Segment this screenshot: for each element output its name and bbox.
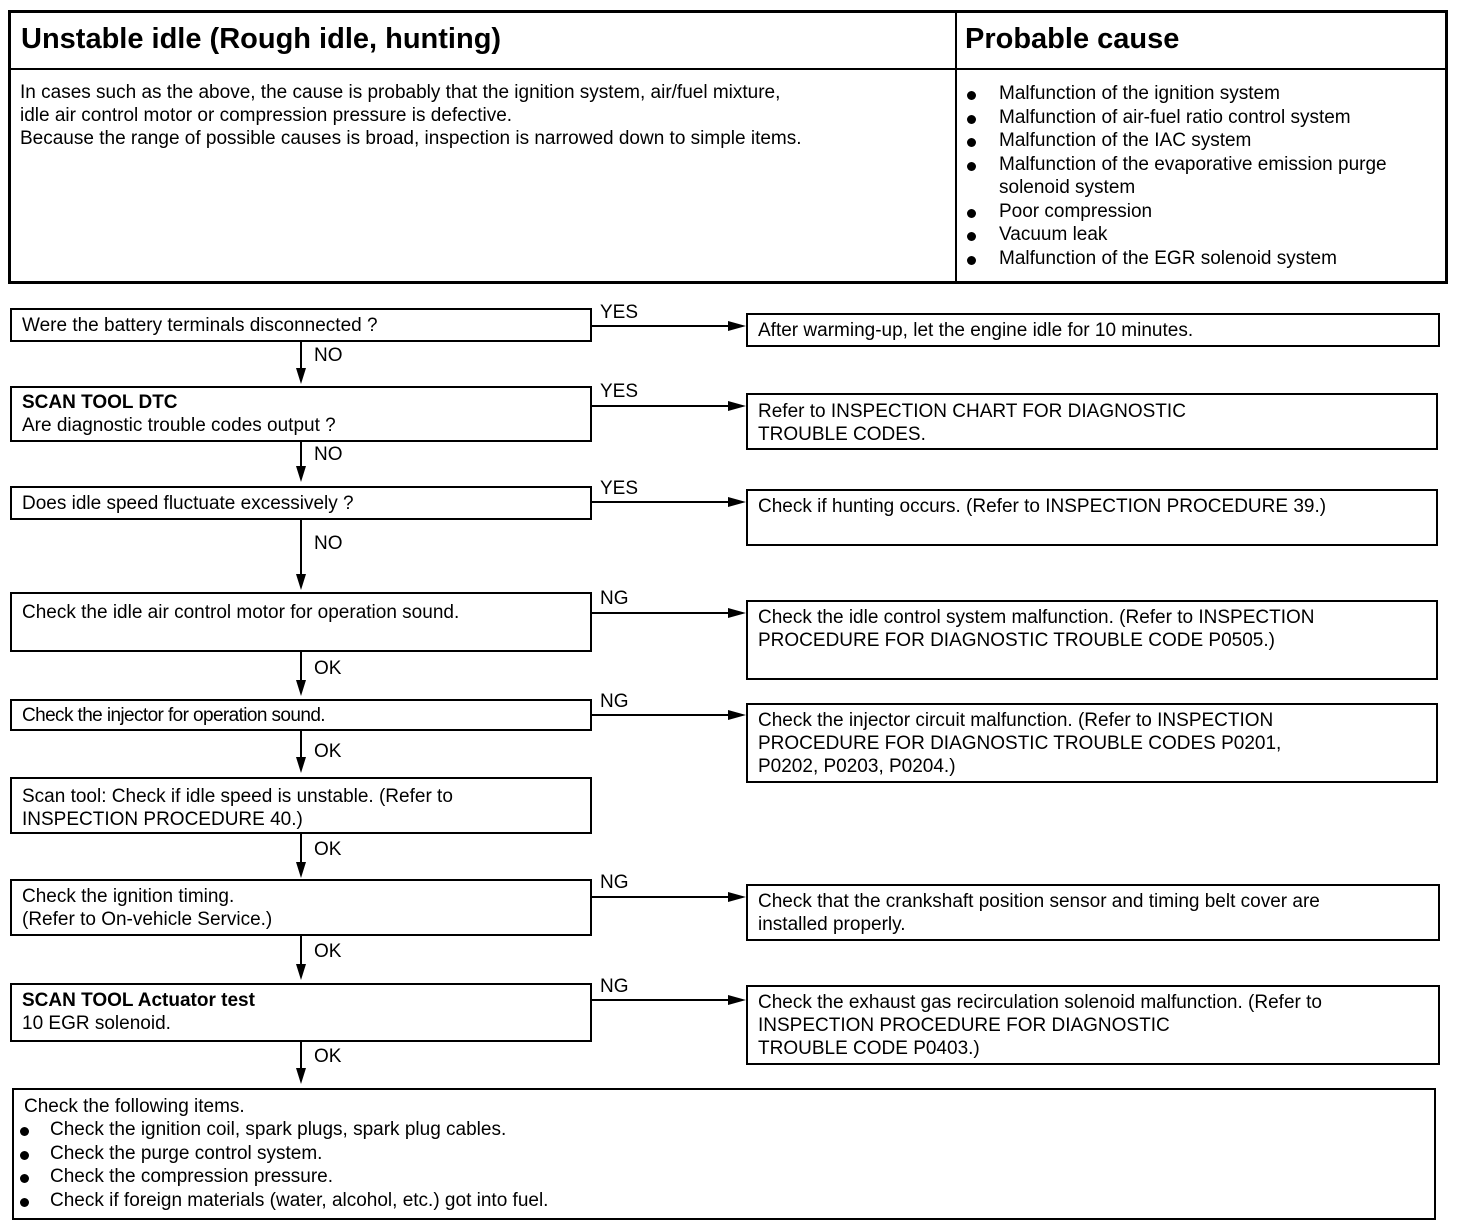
bullet-icon xyxy=(20,1174,29,1183)
arrow-down-icon xyxy=(296,862,306,878)
cause-item: Vacuum leak xyxy=(959,223,1441,247)
cause-item: Malfunction of the IAC system xyxy=(959,129,1441,153)
bullet-icon xyxy=(967,91,976,100)
probable-cause-heading: Probable cause xyxy=(965,23,1180,55)
connector xyxy=(300,731,302,759)
next-label: OK xyxy=(314,839,342,860)
result-crankshaft-sensor: Check that the crankshaft position sensor and timing belt cover are installed properly. xyxy=(746,884,1440,941)
connector xyxy=(300,520,302,576)
connector xyxy=(300,652,302,682)
branch-label: NG xyxy=(600,872,629,893)
arrow-down-icon xyxy=(296,1068,306,1084)
bullet-icon xyxy=(20,1151,29,1160)
result-injector-circuit: Check the injector circuit malfunction. (Refer to INSPECTION PROCEDURE FOR DIAGNOSTIC TROUBLE CODES P0201, P0202, P0203, P0204.) xyxy=(746,703,1438,783)
cause-item-continued: solenoid system xyxy=(999,177,1136,198)
result-hunting: Check if hunting occurs. (Refer to INSPECTION PROCEDURE 39.) xyxy=(746,489,1438,546)
bullet-icon xyxy=(967,138,976,147)
step-scan-tool-dtc: SCAN TOOL DTC Are diagnostic trouble codes output ? xyxy=(10,386,592,442)
cause-item: Malfunction of the evaporative emission purge xyxy=(959,153,1441,177)
connector xyxy=(592,714,730,716)
connector xyxy=(592,501,730,503)
next-label: OK xyxy=(314,941,342,962)
branch-label: YES xyxy=(600,478,639,499)
arrow-down-icon xyxy=(296,964,306,980)
cause-item: Malfunction of the ignition system xyxy=(959,82,1441,106)
connector xyxy=(300,936,302,966)
next-label: OK xyxy=(314,741,342,762)
result-egr-solenoid: Check the exhaust gas recirculation solenoid malfunction. (Refer to INSPECTION PROCEDURE FOR DIAGNOSTIC TROUBLE CODE P0403.) xyxy=(746,985,1440,1065)
cause-item: Malfunction of air-fuel ratio control system xyxy=(959,106,1441,130)
arrow-down-icon xyxy=(296,368,306,384)
step-iac-motor-sound: Check the idle air control motor for operation sound. xyxy=(10,592,592,652)
bullet-icon xyxy=(967,232,976,241)
final-item: Check the purge control system. xyxy=(14,1142,1424,1166)
connector xyxy=(592,896,730,898)
next-label: OK xyxy=(314,1046,342,1067)
step-injector-sound: Check the injector for operation sound. xyxy=(10,699,592,731)
branch-label: NG xyxy=(600,588,629,609)
step-scan-tool-idle-unstable: Scan tool: Check if idle speed is unstable. (Refer to INSPECTION PROCEDURE 40.) xyxy=(10,777,592,834)
arrow-down-icon xyxy=(296,574,306,590)
branch-label: YES xyxy=(600,381,639,402)
final-item: Check the compression pressure. xyxy=(14,1165,1424,1189)
result-idle-10-minutes: After warming-up, let the engine idle for 10 minutes. xyxy=(746,313,1440,347)
connector xyxy=(300,342,302,370)
bullet-icon xyxy=(967,115,976,124)
next-label: NO xyxy=(314,345,343,366)
arrow-right-icon xyxy=(728,497,746,507)
branch-label: YES xyxy=(600,302,639,323)
page-title: Unstable idle (Rough idle, hunting) xyxy=(21,23,502,55)
arrow-right-icon xyxy=(728,608,746,618)
bullet-icon xyxy=(967,256,976,265)
description-line: In cases such as the above, the cause is probably that the ignition system, air/fuel mixture, xyxy=(20,82,781,103)
causes-list xyxy=(959,82,1441,270)
step-idle-fluctuation: Does idle speed fluctuate excessively ? xyxy=(10,486,592,520)
arrow-right-icon xyxy=(728,995,746,1005)
step-egr-actuator-test: SCAN TOOL Actuator test 10 EGR solenoid. xyxy=(10,983,592,1042)
connector xyxy=(592,999,730,1001)
bullet-icon xyxy=(967,162,976,171)
final-item: Check the ignition coil, spark plugs, spark plug cables. xyxy=(14,1118,1424,1142)
summary-table xyxy=(8,10,1448,284)
arrow-down-icon xyxy=(296,466,306,482)
arrow-down-icon xyxy=(296,757,306,773)
connector xyxy=(592,325,730,327)
step-ignition-timing: Check the ignition timing. (Refer to On-vehicle Service.) xyxy=(10,879,592,936)
arrow-right-icon xyxy=(728,892,746,902)
description-line: Because the range of possible causes is broad, inspection is narrowed down to simple items. xyxy=(20,128,802,149)
next-label: NO xyxy=(314,444,343,465)
arrow-right-icon xyxy=(728,401,746,411)
causes-cell xyxy=(957,70,1445,281)
description-cell xyxy=(11,70,957,281)
final-intro: Check the following items. xyxy=(24,1096,245,1117)
cause-title-cell xyxy=(957,13,1445,70)
branch-label: NG xyxy=(600,976,629,997)
connector xyxy=(300,834,302,864)
arrow-down-icon xyxy=(296,680,306,696)
cause-item: Malfunction of the EGR solenoid system xyxy=(959,247,1441,271)
description-line: idle air control motor or compression pressure is defective. xyxy=(20,105,513,126)
result-idle-control: Check the idle control system malfunction. (Refer to INSPECTION PROCEDURE FOR DIAGNOSTIC TROUBLE CODE P0505.) xyxy=(746,600,1438,680)
final-items-list xyxy=(14,1118,1424,1212)
final-checklist xyxy=(12,1088,1436,1220)
arrow-right-icon xyxy=(728,710,746,720)
result-dtc-chart: Refer to INSPECTION CHART FOR DIAGNOSTIC TROUBLE CODES. xyxy=(746,393,1438,450)
connector xyxy=(300,442,302,468)
cause-item: Poor compression xyxy=(959,200,1441,224)
next-label: OK xyxy=(314,658,342,679)
step-battery-check: Were the battery terminals disconnected ? xyxy=(10,308,592,342)
title-cell xyxy=(11,13,957,70)
next-label: NO xyxy=(314,533,343,554)
arrow-right-icon xyxy=(728,321,746,331)
connector xyxy=(592,405,730,407)
connector xyxy=(300,1042,302,1070)
bullet-icon xyxy=(967,209,976,218)
bullet-icon xyxy=(20,1198,29,1207)
connector xyxy=(592,612,730,614)
branch-label: NG xyxy=(600,691,629,712)
final-item: Check if foreign materials (water, alcohol, etc.) got into fuel. xyxy=(14,1189,1424,1213)
bullet-icon xyxy=(20,1127,29,1136)
